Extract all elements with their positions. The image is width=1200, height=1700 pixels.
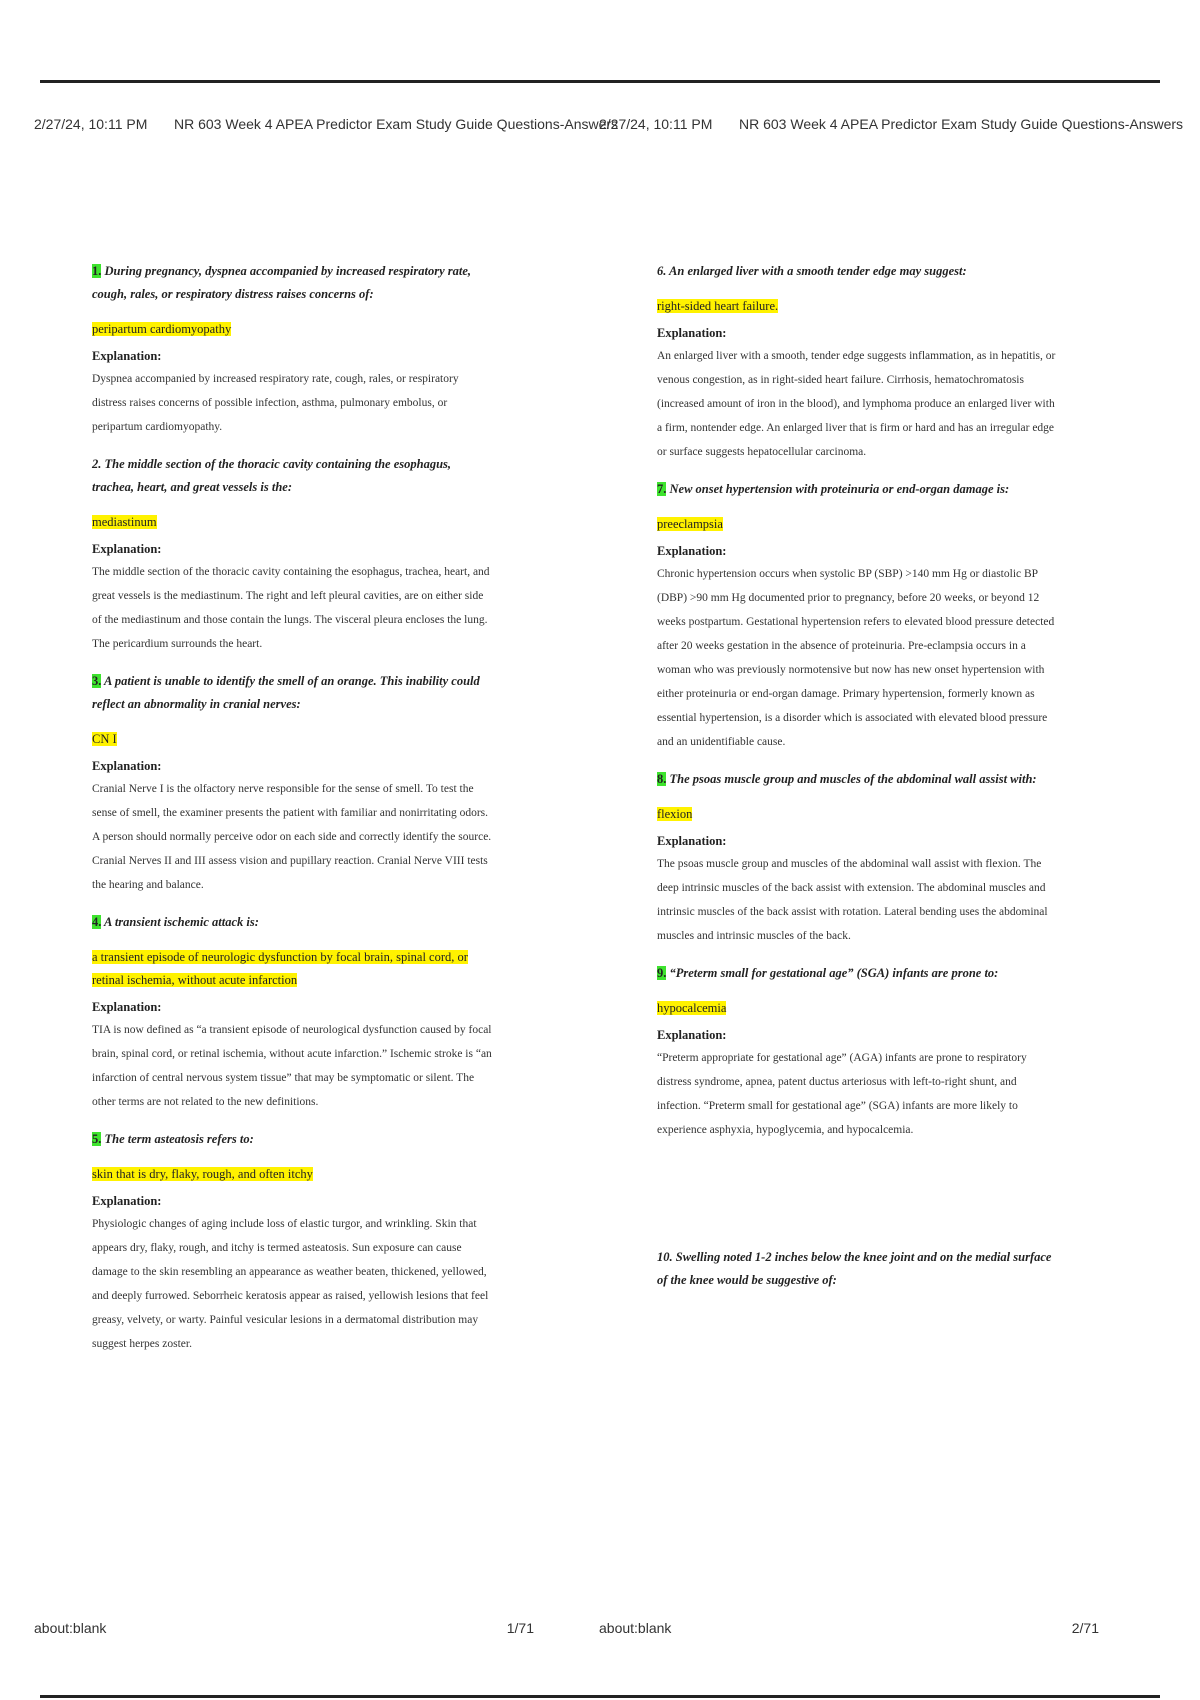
explanation-text: The psoas muscle group and muscles of the abdominal wall assist with flexion. The deep intrinsic muscles of the back assist with extension. The abdominal muscles and intrinsic muscles of the back assist with rotation. Lateral bending uses the abdominal muscles and intrinsic muscles of the back. <box>657 858 1048 942</box>
explanation-label: Explanation: <box>92 542 162 556</box>
answer: peripartum cardiomyopathy <box>92 322 232 336</box>
question-text: 1. During pregnancy, dyspnea accompanied by increased respiratory rate, cough, rales, or respiratory distress raises concerns of: <box>92 264 472 301</box>
question-1 <box>92 260 492 439</box>
page-number: 2/71 <box>1071 1620 1099 1636</box>
explanation-label: Explanation: <box>92 349 162 363</box>
question-text: 8. The psoas muscle group and muscles of the abdominal wall assist with: <box>657 772 1037 786</box>
explanation-label: Explanation: <box>92 759 162 773</box>
explanation-label: Explanation: <box>92 1000 162 1014</box>
question-number: 9. <box>657 966 667 980</box>
page-footer <box>599 1620 1099 1636</box>
print-timestamp: 2/27/24, 10:11 PM <box>599 116 713 132</box>
question-number: 4. <box>92 915 102 929</box>
explanation-text: Cranial Nerve I is the olfactory nerve responsible for the sense of smell. To test the sense of smell, the examiner presents the patient with familiar and nonirritating odors. A person should normally perceive odor on each side and correctly identify the source. Cranial Nerves II and III assess vision and pupillary reaction. Cranial Nerve VIII tests the hearing and balance. <box>92 783 492 891</box>
explanation-label: Explanation: <box>657 834 727 848</box>
document-title: NR 603 Week 4 APEA Predictor Exam Study Guide Questions-Answers <box>174 116 619 132</box>
explanation-text: An enlarged liver with a smooth, tender edge suggests inflammation, as in hepatitis, or venous congestion, as in right-sided heart failure. Cirrhosis, hematochromatosis (increased amount of iron in the blood), and lymphoma produce an enlarged liver with a firm, nontender edge. An enlarged liver that is firm or hard and has an irregular edge or surface suggests hepatocellular carcinoma. <box>657 350 1056 458</box>
question-number: 10. <box>657 1250 673 1264</box>
page-1 <box>30 90 619 1690</box>
question-text: 4. A transient ischemic attack is: <box>92 915 259 929</box>
question-text: 3. A patient is unable to identify the smell of an orange. This inability could reflect an abnormality in cranial nerves: <box>92 674 480 711</box>
answer: CN I <box>92 732 117 746</box>
question-text: 6. An enlarged liver with a smooth tender edge may suggest: <box>657 264 967 278</box>
question-6 <box>657 260 1057 464</box>
question-10 <box>657 1246 1057 1292</box>
page-number: 1/71 <box>506 1620 534 1636</box>
question-7 <box>657 478 1057 754</box>
page-footer <box>34 1620 534 1636</box>
question-text: 5. The term asteatosis refers to: <box>92 1132 254 1146</box>
explanation-label: Explanation: <box>657 326 727 340</box>
question-text: 7. New onset hypertension with proteinuria or end-organ damage is: <box>657 482 1010 496</box>
document-title: NR 603 Week 4 APEA Predictor Exam Study Guide Questions-Answers <box>739 116 1184 132</box>
question-text: 10. Swelling noted 1-2 inches below the knee joint and on the medial surface of the knee would be suggestive of: <box>657 1250 1052 1287</box>
explanation-text: “Preterm appropriate for gestational age” (AGA) infants are prone to respiratory distress syndrome, apnea, patent ductus arteriosus with left-to-right shunt, and infection. “Preterm small for gestational age” (SGA) infants are more likely to experience asphyxia, hypoglycemia, and hypocalcemia. <box>657 1052 1027 1136</box>
footer-url: about:blank <box>599 1620 672 1636</box>
question-4 <box>92 911 492 1114</box>
answer: skin that is dry, flaky, rough, and often itchy <box>92 1167 313 1181</box>
answer: hypocalcemia <box>657 1001 727 1015</box>
bottom-rule <box>40 1695 1160 1698</box>
print-timestamp: 2/27/24, 10:11 PM <box>34 116 148 132</box>
answer: flexion <box>657 807 693 821</box>
question-3 <box>92 670 492 897</box>
question-number: 1. <box>92 264 102 278</box>
question-2 <box>92 453 492 656</box>
explanation-text: The middle section of the thoracic cavity containing the esophagus, trachea, heart, and great vessels is the mediastinum. The right and left pleural cavities, are on either side of the mediastinum and those contain the lungs. The visceral pleura encloses the lung. The pericardium surrounds the heart. <box>92 566 490 650</box>
page-body <box>657 260 1057 1292</box>
top-rule <box>40 80 1160 83</box>
question-text: 2. The middle section of the thoracic cavity containing the esophagus, trachea, heart, and great vessels is the: <box>92 457 452 494</box>
question-5 <box>92 1128 492 1356</box>
question-text: 9. “Preterm small for gestational age” (SGA) infants are prone to: <box>657 966 999 980</box>
question-number: 8. <box>657 772 667 786</box>
question-8 <box>657 768 1057 948</box>
explanation-text: TIA is now defined as “a transient episode of neurological dysfunction caused by focal brain, spinal cord, or retinal ischemia, without acute infarction.” Ischemic stroke is “an infarction of central nervous system tissue” that may be symptomatic or silent. The other terms are not related to the new definitions. <box>92 1024 492 1108</box>
explanation-text: Dyspnea accompanied by increased respiratory rate, cough, rales, or respiratory distress raises concerns of possible infection, asthma, pulmonary embolus, or peripartum cardiomyopathy. <box>92 373 459 433</box>
question-number: 2. <box>92 457 102 471</box>
explanation-text: Chronic hypertension occurs when systolic BP (SBP) >140 mm Hg or diastolic BP (DBP) >90 mm Hg documented prior to pregnancy, before 20 weeks, or beyond 12 weeks postpartum. Gestational hypertension refers to elevated blood pressure detected after 20 weeks gestation in the absence of proteinuria. Pre-eclampsia occurs in a woman who was previously normotensive but now has new onset hypertension with either proteinuria or end-organ damage. Primary hypertension, formerly known as essential hypertension, is a disorder which is associated with elevated blood pressure and an unidentifiable cause. <box>657 568 1055 748</box>
question-number: 5. <box>92 1132 102 1146</box>
question-9 <box>657 962 1057 1142</box>
page-body <box>92 260 492 1370</box>
explanation-label: Explanation: <box>657 544 727 558</box>
explanation-label: Explanation: <box>92 1194 162 1208</box>
answer: mediastinum <box>92 515 157 529</box>
page-2 <box>595 90 1184 1690</box>
question-number: 7. <box>657 482 667 496</box>
spacer <box>657 1156 1057 1246</box>
footer-url: about:blank <box>34 1620 107 1636</box>
answer: a transient episode of neurologic dysfunction by focal brain, spinal cord, or retinal ischemia, without acute infarction <box>92 950 468 987</box>
question-number: 6. <box>657 264 667 278</box>
explanation-text: Physiologic changes of aging include loss of elastic turgor, and wrinkling. Skin that appears dry, flaky, rough, and itchy is termed asteatosis. Sun exposure can cause damage to the skin resembling an appearance as weather beaten, thickened, yellowed, and deeply furrowed. Seborrheic keratosis appear as raised, yellowish lesions that feel greasy, velvety, or warty. Painful vesicular lesions in a dermatomal distribution may suggest herpes zoster. <box>92 1218 489 1350</box>
answer: right-sided heart failure. <box>657 299 779 313</box>
answer: preeclampsia <box>657 517 723 531</box>
explanation-label: Explanation: <box>657 1028 727 1042</box>
question-number: 3. <box>92 674 102 688</box>
